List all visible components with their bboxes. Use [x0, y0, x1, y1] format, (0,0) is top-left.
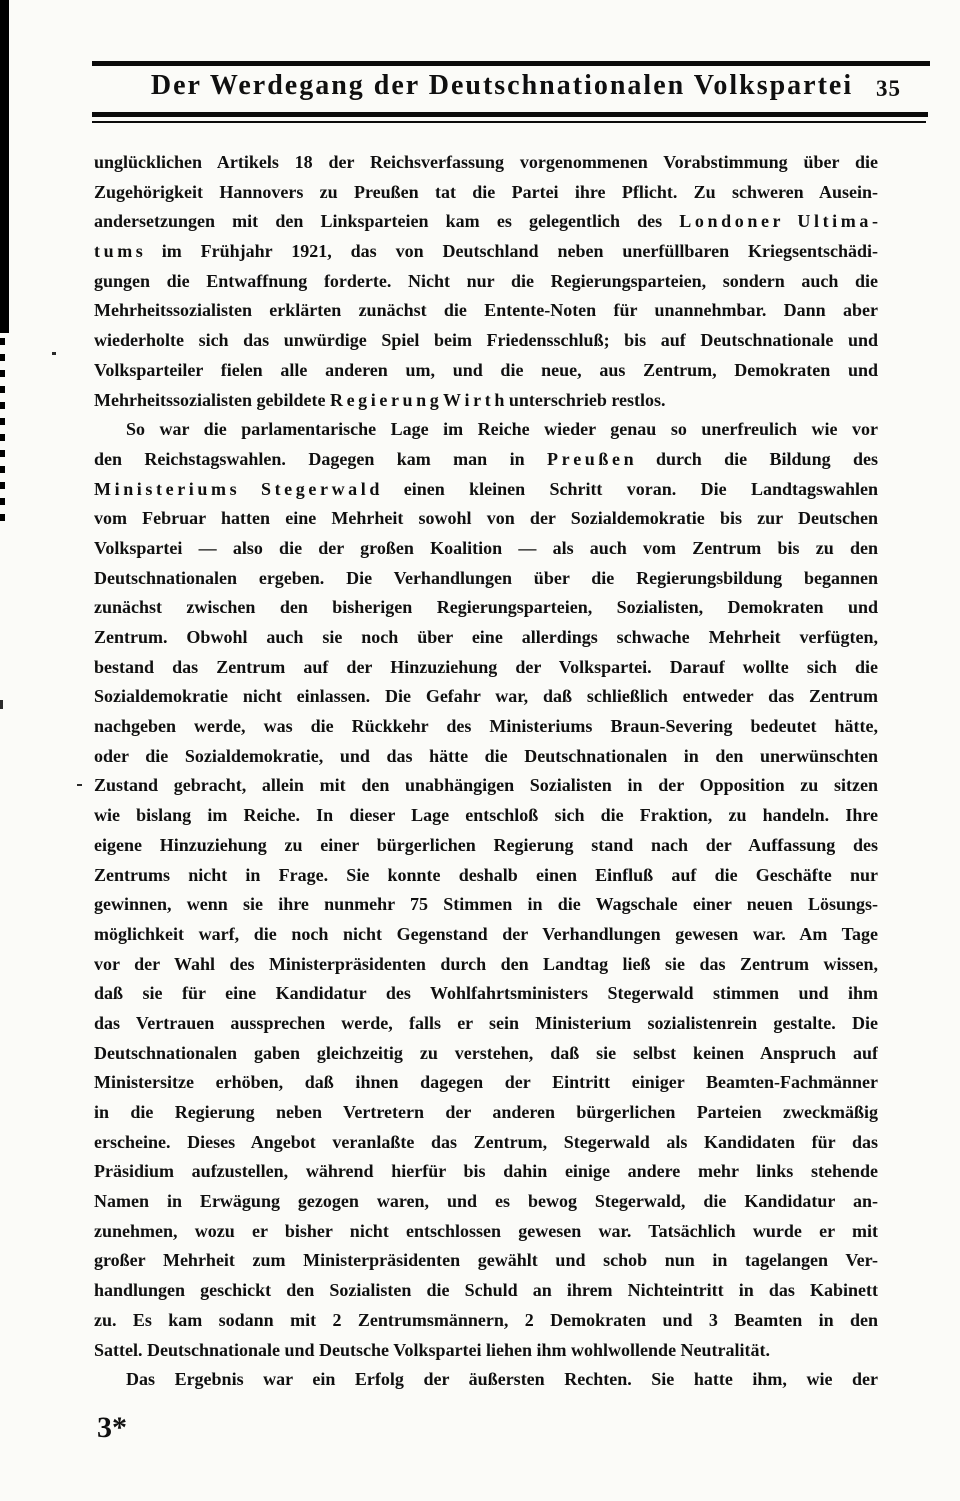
scan-edge-artifact	[0, 0, 9, 333]
text-line: das Vertrauen aussprechen werde, falls er sein Ministerium sozialistenrein gestalte. Die	[94, 1012, 878, 1033]
text-line: Volkspartei — also die der großen Koalition — als auch vom Zentrum bis zu den	[94, 537, 878, 558]
text-line: Deutschnationalen ergeben. Die Verhandlungen über die Regierungsbildung begannen	[94, 567, 878, 588]
text-line: großer Mehrheit zum Ministerpräsidenten gewählt und schob nun in tagelangen Ver-	[94, 1250, 878, 1271]
text-line: t u m s im Frühjahr 1921, das von Deutschland neben unerfüllbaren Kriegsentschädi-	[94, 241, 878, 262]
text-line: Mehrheitssozialisten gebildete R e g i e r u n g W i r t h unterschrieb restlos.	[94, 389, 666, 410]
text-line: Präsidium aufzustellen, während hierfür bis dahin einige andere mehr links stehende	[94, 1161, 878, 1182]
text-line: oder die Sozialdemokratie, und das hätte die Deutschnationalen in den unerwünschten	[94, 745, 878, 766]
running-head-title: Der Werdegang der Deutschnationalen Volkspartei	[150, 70, 854, 101]
text-line: Namen in Erwägung gezogen waren, und es bewog Stegerwald, die Kandidatur an-	[94, 1191, 878, 1212]
scan-edge-artifact-dashes	[0, 338, 5, 526]
text-line: Zentrum. Obwohl auch sie noch über eine allerdings schwache Mehrheit verfügten,	[94, 627, 878, 647]
scan-speck	[52, 352, 56, 355]
text-line: zunehmen, wozu er bisher nicht entschlossen gewesen war. Tatsächlich wurde er mit	[94, 1220, 878, 1241]
text-line: wie bislang im Reiche. In dieser Lage entschloß sich die Fraktion, zu handeln. Ihre	[94, 805, 878, 826]
signature-mark: 3*	[97, 1411, 127, 1444]
text-line: möglichkeit warf, die noch nicht Gegenstand der Verhandlungen gewesen war. Am Tage	[94, 923, 878, 944]
text-line: gungen die Entwaffnung forderte. Nicht nur die Regierungsparteien, sondern auch die	[94, 270, 878, 291]
text-line: M i n i s t e r i u m s S t e g e r w a l d einen kleinen Schritt voran. Die Landtagswahlen	[94, 478, 878, 499]
text-line: andersetzungen mit den Linksparteien kam es gelegentlich des L o n d o n e r U l t i m a -	[94, 211, 878, 232]
text-line: wiederholte sich das unwürdige Spiel beim Friedensschluß; bis auf Deutschnationale und	[94, 330, 878, 351]
text-line: nachgeben werde, was die Rückkehr des Ministeriums Braun-Severing bedeutet hätte,	[94, 716, 878, 737]
header-rule-thick	[92, 112, 928, 117]
text-line: vor der Wahl des Ministerpräsidenten durch den Landtag ließ sie das Zentrum wissen,	[94, 953, 878, 974]
scan-speck	[0, 700, 3, 709]
text-line: bestand das Zentrum auf der Hinzuziehung der Volkspartei. Darauf wollte sich die	[94, 656, 878, 677]
text-line: Volksparteiler fielen alle anderen um, und die neue, aus Zentrum, Demokraten und	[94, 359, 878, 380]
body-text	[94, 148, 878, 1395]
text-line: Ministersitze erhöben, daß ihnen dagegen der Eintritt einiger Beamten-Fachmänner	[94, 1072, 878, 1093]
text-line: Das Ergebnis war ein Erfolg der äußersten Rechten. Sie hatte ihm, wie der	[126, 1369, 878, 1390]
text-line: unglücklichen Artikels 18 der Reichsverfassung vorgenommenen Vorabstimmung über die	[94, 152, 878, 172]
text-line: Sozialdemokratie nicht einlassen. Die Gefahr war, daß schließlich entweder das Zentrum	[94, 686, 878, 707]
text-line: Deutschnationalen gaben gleichzeitig zu verstehen, daß sie selbst keinen Anspruch auf	[94, 1042, 878, 1063]
header-rule-thin	[92, 121, 926, 123]
text-line: Mehrheitssozialisten erklärten zunächst die Entente-Noten für unannehmbar. Dann aber	[94, 300, 878, 321]
page-number: 35	[876, 76, 901, 101]
text-line: eigene Hinzuziehung zu einer bürgerlichen Regierung stand nach der Auffassung des	[94, 834, 878, 855]
text-line: den Reichstagswahlen. Dagegen kam man in P r e u ß e n durch die Bildung des	[94, 448, 878, 469]
text-line: erscheine. Dieses Angebot veranlaßte das Zentrum, Stegerwald als Kandidaten für das	[94, 1131, 878, 1152]
scan-speck	[77, 784, 82, 786]
text-line: Zugehörigkeit Hannovers zu Preußen tat die Partei ihre Pflicht. Zu schweren Ausein-	[94, 181, 878, 202]
text-line: gewinnen, wenn sie ihre nunmehr 75 Stimmen in die Wagschale einer neuen Lösungs-	[94, 894, 878, 915]
text-line: Zentrums nicht in Frage. Sie konnte deshalb einen Einfluß auf die Geschäfte nur	[94, 864, 878, 885]
text-line: Sattel. Deutschnationale und Deutsche Volkspartei liehen ihm wohlwollende Neutralität.	[94, 1339, 771, 1360]
text-line: in die Regierung neben Vertretern der anderen bürgerlichen Parteien zweckmäßig	[94, 1102, 878, 1122]
text-line: zu. Es kam sodann mit 2 Zentrumsmännern, 2 Demokraten und 3 Beamten in den	[94, 1309, 878, 1330]
text-line: vom Februar hatten eine Mehrheit sowohl von der Sozialdemokratie bis zur Deutschen	[94, 508, 878, 529]
top-rule	[92, 61, 930, 66]
text-line: zunächst zwischen den bisherigen Regierungsparteien, Sozialisten, Demokraten und	[94, 597, 878, 618]
text-line: daß sie für eine Kandidatur des Wohlfahrtsministers Stegerwald stimmen und ihm	[94, 983, 878, 1004]
text-line: So war die parlamentarische Lage im Reiche wieder genau so unerfreulich wie vor	[126, 419, 878, 440]
text-line: Zustand gebracht, allein mit den unabhängigen Sozialisten in der Opposition zu sitzen	[94, 775, 878, 796]
text-line: handlungen geschickt den Sozialisten die Schuld an ihrem Nichteintritt in das Kabinett	[94, 1280, 878, 1301]
